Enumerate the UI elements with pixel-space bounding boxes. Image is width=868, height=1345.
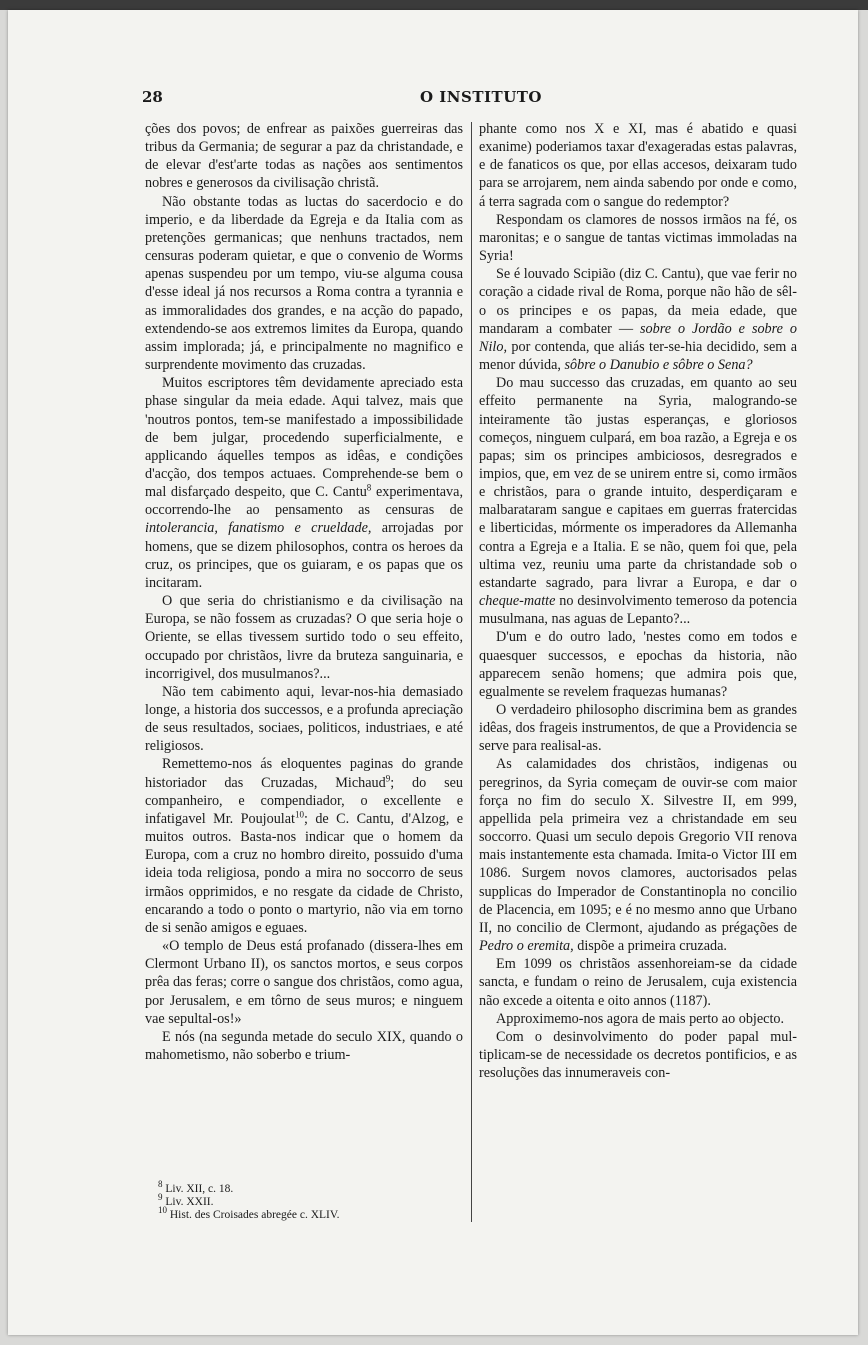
footnote-marker: 10 bbox=[294, 809, 304, 820]
footnote bbox=[158, 1205, 468, 1222]
paragraph-text: no desinvolvimento temeroso da potencia musulmana, nas aguas de Lepanto?... bbox=[479, 593, 797, 628]
paragraph: Em 1099 os christãos assenhoreiam-se da cidade sancta, e fundam o reino de Jerusalem, cuja existencia não excede a oitenta e oito annos (1187). bbox=[479, 956, 797, 1009]
footnote bbox=[158, 1179, 468, 1196]
page-number: 28 bbox=[142, 88, 163, 106]
paragraph: phante como nos X e XI, mas é abatido e quasi exanime) poderiamos taxar d'exageradas estas palavras, e de fanaticos os que, por ellas accesos, deixaram tudo para se arrojarem, nem ainda sabendo por onde e como, á terra sagrada com o sangue do redemptor? bbox=[479, 121, 797, 210]
paragraph: D'um e do outro lado, 'nestes como em todos e quaesquer successos, e epochas da historia, não apparecem senão homens; que admira pois que, egualmente se revelem fraquezas humanas? bbox=[479, 629, 797, 700]
footnote-text: Liv. XII, c. 18. bbox=[162, 1183, 234, 1195]
paragraph bbox=[479, 755, 797, 955]
right-column bbox=[479, 120, 797, 1082]
footnote-number: 10 bbox=[158, 1205, 167, 1216]
page-header bbox=[8, 88, 858, 110]
footnote-marker: 8 bbox=[366, 482, 372, 493]
paragraph: Não obstante todas as luctas do sacerdocio e do imperio, e da liberdade da Egreja e da Italia com as pretenções germanicas; que nenhuns tractados, nem censuras poderam quietar, e que o convenio de Worms apenas suspendeu por um tempo, viu-se alguma cousa d'esse ideal já nos recursos a Roma contra a tyrannia e as immoralidades dos grandes, e na acção do papado, extendendo-se aos extremos limites da Europa, quando assim implorada; já, e principalmente no magnifico e surprendente movimento das cruzadas. bbox=[145, 193, 463, 374]
paragraph-text: dispõe a primeira cruzada. bbox=[573, 938, 727, 955]
footnote-text: Hist. des Croisades abregée c. XLIV. bbox=[167, 1209, 340, 1221]
paragraph bbox=[145, 374, 463, 592]
paragraph bbox=[145, 755, 463, 937]
paragraph-text: ; de C. Cantu, d'Alzog, e muitos outros. Basta-nos indicar que o homem da Europa, com a cruz no hombro direito, possuido d'uma ideia toda religiosa, pondo a mira no soccorro de seus irmãos opprimidos, e no resgate da cidade de Christo, encarando a todo o ponto o martyrio, não via em torno de si senão amigos e eguaes. bbox=[145, 810, 463, 936]
paragraph-text: arrojadas por homens, que se dizem philosophos, contra os heroes da cruz, os principes, que os guiaram, e os papas que os incitaram. bbox=[145, 520, 463, 591]
paragraph-text: por contenda, que aliás ter-se-hia decidido, sem a menor dúvida, bbox=[479, 338, 797, 374]
paragraph: Approximemo-nos agora de mais perto ao objecto. bbox=[496, 1010, 785, 1027]
left-column bbox=[145, 120, 463, 1064]
italic-text: intolerancia, fanatismo e crueldade, bbox=[145, 520, 372, 537]
running-title: O INSTITUTO bbox=[420, 88, 542, 106]
paragraph: «O templo de Deus está profanado (dissera-lhes em Clermont Urbano II), os sanctos mortos, e seus corpos prêa das feras; corre o sangue dos christãos, como agua, por Jerusalem, e em tôrno de seus muros; e ninguem vae sepultal-os!» bbox=[145, 938, 463, 1027]
italic-text: sôbre o Danubio e sôbre o Sena? bbox=[564, 357, 753, 374]
footnote-number: 9 bbox=[158, 1192, 163, 1203]
paragraph-text: As calamidades dos christãos, indigenas ou peregrinos, da Syria começam de ouvir-se com maior força no fim do seculo X. Silvestre II, em 999, appellida pela primeira vez a christandade em seu soccorro. Quasi um seculo depois Gregorio VII renova mais instantemente esta chamada. Imita-o Victor III em 1086. Surgem novos clamores, auctorisados pelas supplicas do Imperador de Constantinopla no concilio de Placencia, em 1095; e é no mesmo anno que Urbano II, no concilio de Clermont, ajudando as prégações de bbox=[479, 756, 797, 936]
paragraph: O que seria do christianismo e da civilisação na Europa, se não fossem as cruzadas? O que seria hoje o Oriente, se ellas tivessem surtido todo o seu effeito, occupado por christãos, livre da bruteza sanguinaria, e incorrigivel, dos musulmanos?... bbox=[145, 593, 463, 682]
paragraph-text: Do mau successo das cruzadas, em quanto ao seu effeito permanente na Syria, malogrando-se inteiramente tão justas esperanças, e gloriosos começos, ninguem culpará, em boa razão, a Egreja e os papas; sim os principes ambiciosos, desregrados e impios, que, em vez de se unirem entre si, como irmãos e christãos, para o grande intuito, desperdiçaram e malbarataram sangue e capitaes em guerras fratercidas e liberticidas, mórmente os imperadores da Allemanha contra a Egreja e a Italia. E se não, quem foi que, pela ultima vez, reuniu uma parte da christandade sob o estandarte sagrado, para livrar a Europa, e dar o bbox=[479, 375, 797, 591]
top-scan-edge bbox=[0, 0, 868, 10]
paragraph: O verdadeiro philosopho discrimina bem as grandes idêas, dos frageis instrumentos, de que a Providencia se serve para realisal-as. bbox=[479, 702, 797, 755]
paragraph: Respondam os clamores de nossos irmãos na fé, os maronitas; e o sangue de tantas victimas immoladas na Syria! bbox=[479, 211, 797, 265]
italic-text: cheque-matte bbox=[479, 593, 556, 610]
paragraph: Com o desinvolvimento do poder papal multiplicam-se de necessidade os decretos pontificios, e as resoluções das innumeraveis con- bbox=[479, 1028, 797, 1082]
column-divider bbox=[471, 122, 472, 1222]
paragraph-text: experimentava, occorrendo-lhe ao pensamento as censuras de bbox=[145, 484, 463, 519]
paragraph-text: Se é louvado Scipião (diz C. Cantu), que vae ferir no coração a cidade rival de Roma, porque não hão de sêl-o os principes e os papas, da meia edade, que mandaram a combater — bbox=[479, 266, 797, 337]
italic-text: Pedro o eremita, bbox=[479, 938, 574, 955]
paragraph-text: Remettemo-nos ás eloquentes paginas do grande historiador das Cruzadas, Michaud bbox=[145, 756, 463, 791]
footnotes bbox=[158, 1179, 468, 1222]
paragraph bbox=[479, 374, 797, 628]
footnote-marker: 9 bbox=[385, 772, 391, 783]
paragraph bbox=[479, 265, 797, 374]
footnote-text: Liv. XXII. bbox=[162, 1196, 214, 1208]
paragraph: Não tem cabimento aqui, levar-nos-hia demasiado longe, a historia dos successos, e a profunda apreciação de seus resultados, sociaes, politicos, industriaes, e até religiosos. bbox=[145, 683, 463, 755]
document-page bbox=[8, 10, 858, 1335]
paragraph-text: Muitos escriptores têm devidamente apreciado esta phase singular da meia edade. Aqui talvez, mais que 'noutros pontos, tem-se manifestado a impossibilidade de bem julgar, procedendo superficialmente, e applicando áquelles tempos as idêas, e condições d'acção, dos tempos actuaes. Comprehende-se bem o mal disfarçado despeito, que C. Cantu bbox=[145, 375, 463, 501]
paragraph: ções dos povos; de enfrear as paixões guerreiras das tribus da Germania; de segurar a paz da christandade, e de elevar d'est'arte todas as nações aos sentimentos nobres e generosos da civilisação christã. bbox=[145, 121, 463, 192]
footnote-number: 8 bbox=[158, 1179, 163, 1190]
paragraph-text: ; do seu companheiro, e compendiador, o excellente e infatigavel Mr. Poujoulat bbox=[145, 774, 463, 827]
paragraph: E nós (na segunda metade do seculo XIX, quando o mahometismo, não soberbo e trium- bbox=[145, 1028, 463, 1063]
footnote bbox=[158, 1192, 468, 1209]
italic-text: sobre o Jordão e sobre o Nilo, bbox=[479, 320, 798, 355]
